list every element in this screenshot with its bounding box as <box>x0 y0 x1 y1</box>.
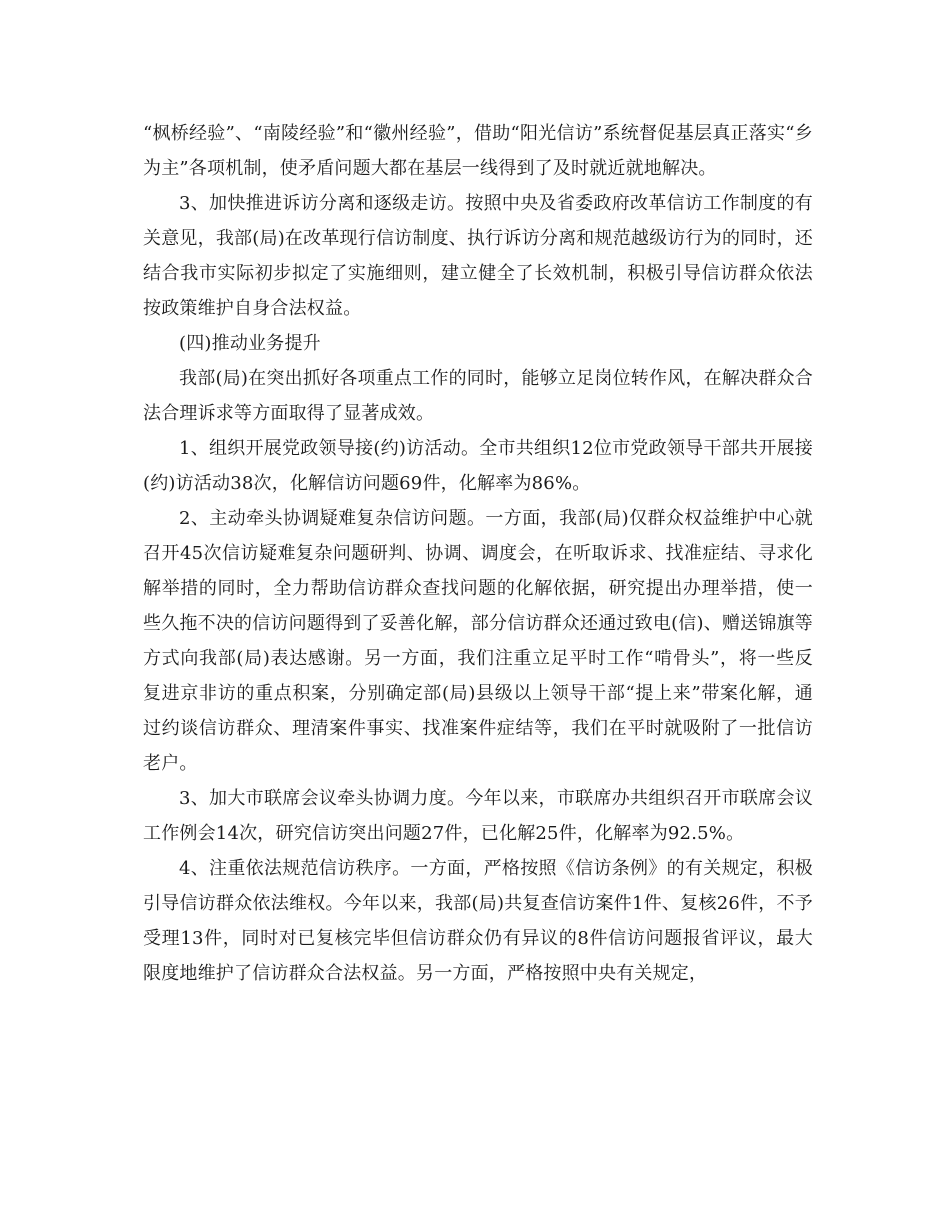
document-body <box>143 116 813 991</box>
paragraph-item-1-leader-visits: 1、组织开展党政领导接(约)访活动。全市共组织12位市党政领导干部共开展接(约)访活动38次，化解信访问题69件，化解率为86%。 <box>143 438 813 494</box>
paragraph-section-intro: 我部(局)在突出抓好各项重点工作的同时，能够立足岗位转作风，在解决群众合法合理诉求等方面取得了显著成效。 <box>143 368 813 424</box>
paragraph-item-2-complex-issues: 2、主动牵头协调疑难复杂信访问题。一方面，我部(局)仅群众权益维护中心就召开45次信访疑难复杂问题研判、协调、调度会，在听取诉求、找准症结、寻求化解举措的同时，全力帮助信访群众查找问题的化解依据，研究提出办理举措，使一些久拖不决的信访问题得到了妥善化解，部分信访群众还通过致电(信)、赠送锦旗等方式向我部(局)表达感谢。另一方面，我们注重立足平时工作“啃骨头”，将一些反复进京非访的重点积案，分别确定部(局)县级以上领导干部“提上来”带案化解，通过约谈信访群众、理清案件事实、找准案件症结等，我们在平时就吸附了一批信访老户。 <box>143 508 813 774</box>
paragraph-continuation: “枫桥经验”、“南陵经验”和“徽州经验”，借助“阳光信访”系统督促基层真正落实“乡为主”各项机制，使矛盾问题大都在基层一线得到了及时就近就地解决。 <box>143 123 813 179</box>
paragraph-item-3-joint-meeting: 3、加大市联席会议牵头协调力度。今年以来，市联席办共组织召开市联席会议工作例会14次，研究信访突出问题27件，已化解25件，化解率为92.5%。 <box>143 788 813 844</box>
paragraph-item-4-legal-order: 4、注重依法规范信访秩序。一方面，严格按照《信访条例》的有关规定，积极引导信访群众依法维权。今年以来，我部(局)共复查信访案件1件、复核26件，不予受理13件，同时对已复核完毕但信访群众仍有异议的8件信访问题报省评议，最大限度地维护了信访群众合法权益。另一方面，严格按照中央有关规定， <box>143 858 813 984</box>
section-heading-business-improvement: (四)推动业务提升 <box>179 333 321 354</box>
paragraph-item-3-petition-separation: 3、加快推进诉访分离和逐级走访。按照中央及省委政府改革信访工作制度的有关意见，我部(局)在改革现行信访制度、执行诉访分离和规范越级访行为的同时，还结合我市实际初步拟定了实施细则，建立健全了长效机制，积极引导信访群众依法按政策维护自身合法权益。 <box>143 193 813 319</box>
